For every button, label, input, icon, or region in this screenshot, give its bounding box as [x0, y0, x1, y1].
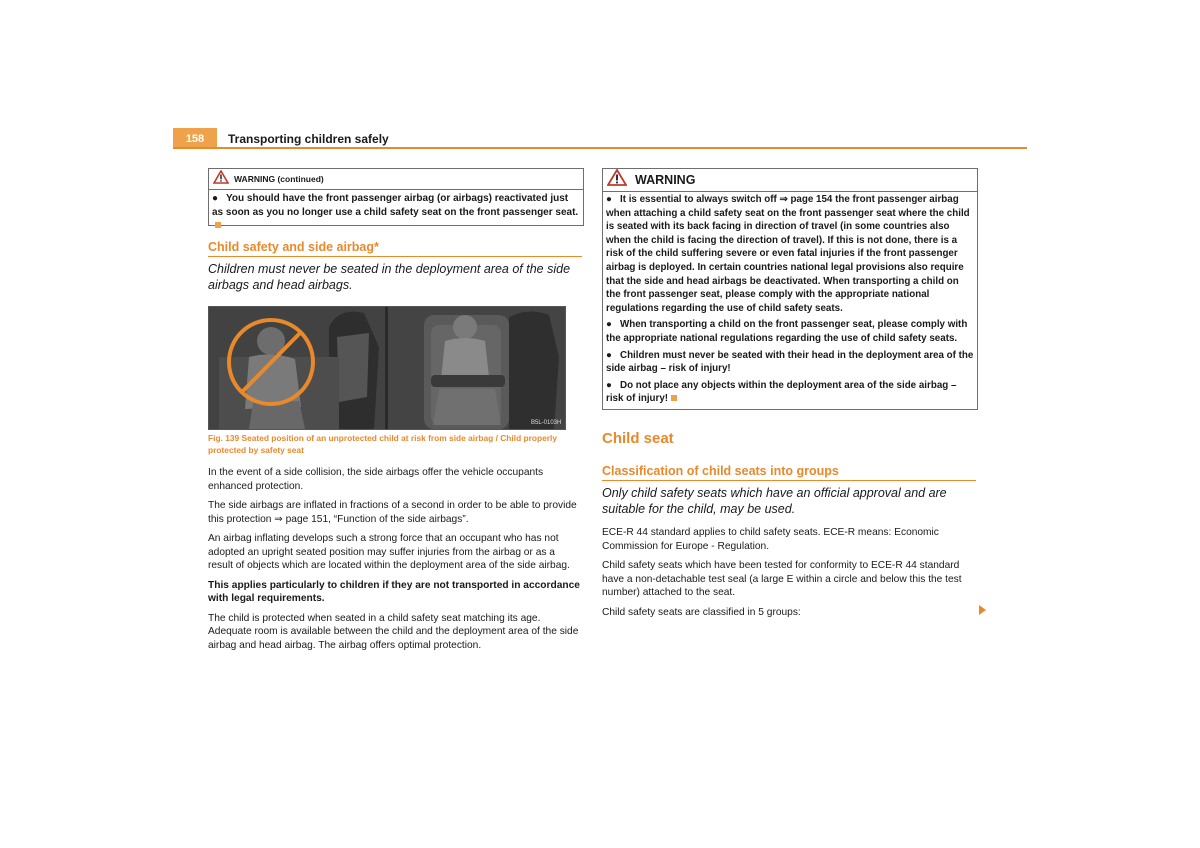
warning-icon	[213, 170, 229, 189]
bullet-icon: ●	[606, 319, 612, 331]
warning-box	[602, 168, 978, 410]
warning-bullet-2: When transporting a child on the front passenger seat, please comply with the appropriate national regulations regarding the use of child safety seats.	[606, 319, 968, 344]
warning-continued-box	[208, 168, 584, 226]
section-intro-side-airbag: Children must never be seated in the deployment area of the side airbags and head airbags.	[208, 262, 571, 292]
continue-arrow-icon	[979, 605, 986, 615]
warning-continued-text: You should have the front passenger airbag (or airbags) reactivated just as soon as you no longer use a child safety seat on the front passenger seat.	[212, 193, 579, 218]
figure-illustration	[209, 307, 565, 429]
right-paragraph-1: ECE-R 44 standard applies to child safety seats. ECE-R means: Economic Commission for Europe - Regulation.	[602, 527, 939, 552]
bullet-icon: ●	[606, 349, 612, 361]
section-title-child-seat: Child seat	[602, 430, 674, 447]
section-title-side-airbag: Child safety and side airbag*	[208, 240, 582, 257]
subsection-intro-classification: Only child safety seats which have an official approval and are suitable for the child, may be used.	[602, 486, 947, 516]
warning-title: WARNING	[635, 173, 696, 187]
warning-body	[603, 192, 977, 412]
figure-caption: Fig. 139 Seated position of an unprotected child at risk from side airbag / Child properly protected by safety seat	[208, 433, 558, 455]
left-paragraph-5: The child is protected when seated in a child safety seat matching its age. Adequate room is available between the child and the deployment area of the side airbag and head airbag. The airbag offers optimal protection.	[208, 612, 579, 651]
bullet-icon: ●	[212, 193, 219, 204]
warning-continued-title: WARNING (continued)	[234, 174, 324, 184]
warning-bullet-3: Children must never be seated with their head in the deployment area of the side airbag – risk of injury!	[606, 349, 974, 375]
bullet-icon: ●	[606, 379, 612, 391]
right-body-text	[602, 526, 976, 625]
right-paragraph-3: Child safety seats are classified in 5 groups:	[602, 606, 801, 618]
warning-continued-body	[209, 190, 583, 239]
header-rule	[173, 147, 1027, 149]
warning-bullet-1: It is essential to always switch off ⇒ page 154 the front passenger airbag when attaching a child safety seat on the front passenger seat where the child is seated with its back facing in direction of travel (in some countries also when the child is facing the direction of travel). If this is not done, there is a risk of the child suffering severe or even fatal injuries if the front passenger airbag is deployed. In certain countries national legal provisions also require that the side and head airbags be deactivated. When transporting a child on the front passenger seat, please comply with the appropriate national regulations regarding the use of child safety seats.	[606, 194, 970, 314]
warning-header	[603, 169, 977, 192]
right-paragraph-2: Child safety seats which have been tested for conformity to ECE-R 44 standard have a non-detachable test seal (a large E within a circle and below this the test number) attached to the seat.	[602, 560, 962, 598]
left-paragraph-2: The side airbags are inflated in fractions of a second in order to be able to provide this protection ⇒ page 151, “Function of the side airbags”.	[208, 500, 577, 525]
page-number: 158	[173, 128, 217, 148]
bullet-icon: ●	[606, 194, 612, 205]
figure-child-side-airbag	[208, 306, 566, 430]
figure-code: B5L-0103H	[531, 420, 562, 426]
end-marker-icon	[671, 395, 677, 401]
chapter-title: Transporting children safely	[228, 132, 389, 146]
left-body-text	[208, 466, 582, 658]
warning-icon	[607, 169, 627, 191]
subsection-title-classification: Classification of child seats into groups	[602, 464, 976, 481]
left-paragraph-1: In the event of a side collision, the side airbags offer the vehicle occupants enhanced protection.	[208, 467, 544, 492]
left-paragraph-3: An airbag inflating develops such a strong force that an occupant who has not adopted an upright seated position may suffer injuries from the airbag or as a result of objects which are located within the deployment area of the side airbag.	[208, 533, 570, 571]
left-paragraph-4: This applies particularly to children if they are not transported in accordance with legal requirements.	[208, 579, 580, 604]
end-marker-icon	[215, 222, 221, 228]
warning-bullet-4: Do not place any objects within the deployment area of the side airbag – risk of injury!	[606, 379, 957, 405]
warning-continued-header	[209, 169, 583, 190]
